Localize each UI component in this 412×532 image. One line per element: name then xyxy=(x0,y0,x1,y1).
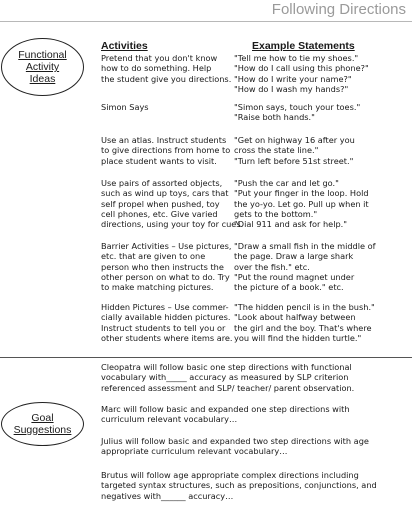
goal-item: Cleopatra will follow basic one step directions with functional vocabulary with_____ accuracy as measured by SLP criterion referenced assessment and SLP/ teacher/ parent observation. xyxy=(101,362,355,393)
activity-cell: Use pairs of assorted objects, such as wind up toys, cars that self propel when pushed, toy cell phones, etc. Give varied directions, using your toy for cues. xyxy=(101,178,244,230)
example-cell: "Draw a small fish in the middle of the page. Draw a large shark over the fish." etc. "Put the round magnet under the picture of a book." etc. xyxy=(234,241,376,293)
example-cell: "Push the car and let go." "Put your finger in the loop. Hold the yo-yo. Let go. Pull up when it gets to the bottom." "Dial 911 and ask for help." xyxy=(234,178,369,230)
example-cell: "The hidden pencil is in the bush." "Look about halfway between the girl and the boy. That's where you will find the hidden turtle." xyxy=(234,302,375,343)
section-divider xyxy=(0,357,412,358)
goal-suggestions-oval xyxy=(1,402,84,446)
goal-suggestions-label: Goal Suggestions xyxy=(13,412,72,436)
activity-cell: Use an atlas. Instruct students to give directions from home to place student wants to visit. xyxy=(101,135,231,166)
example-cell: "Get on highway 16 after you cross the state line." "Turn left before 51st street." xyxy=(234,135,355,166)
title-divider xyxy=(0,21,412,22)
example-cell: "Simon says, touch your toes." "Raise both hands." xyxy=(234,102,361,123)
example-statements-header: Example Statements xyxy=(252,40,355,52)
page-title: Following Directions xyxy=(271,1,406,18)
functional-activity-ideas-oval xyxy=(1,38,84,96)
goal-item: Brutus will follow age appropriate complex directions including targeted syntax structures, such as prepositions, conjunctions, and negatives with______ accuracy… xyxy=(101,470,377,501)
activity-cell: Barrier Activities – Use pictures, etc. that are given to one person who then instructs the other person on what to do. Try to make matching pictures. xyxy=(101,241,232,293)
activity-cell: Hidden Pictures – Use commer- cially available hidden pictures. Instruct students to tell you or other students where items are. xyxy=(101,302,233,343)
activities-header: Activities xyxy=(101,40,148,52)
activity-cell: Pretend that you don't know how to do something. Help the student give you directions. xyxy=(101,53,232,84)
activity-cell: Simon Says xyxy=(101,102,149,112)
functional-activity-ideas-label: Functional Activity Ideas xyxy=(18,49,67,85)
goal-item: Marc will follow basic and expanded one step directions with curriculum relevant vocabulary… xyxy=(101,404,350,425)
example-cell: "Tell me how to tie my shoes." "How do I call using this phone?" "How do I write your name?" "How do I wash my hands?" xyxy=(234,53,369,94)
goal-item: Julius will follow basic and expanded two step directions with age appropriate curriculum relevant vocabulary… xyxy=(101,436,369,457)
